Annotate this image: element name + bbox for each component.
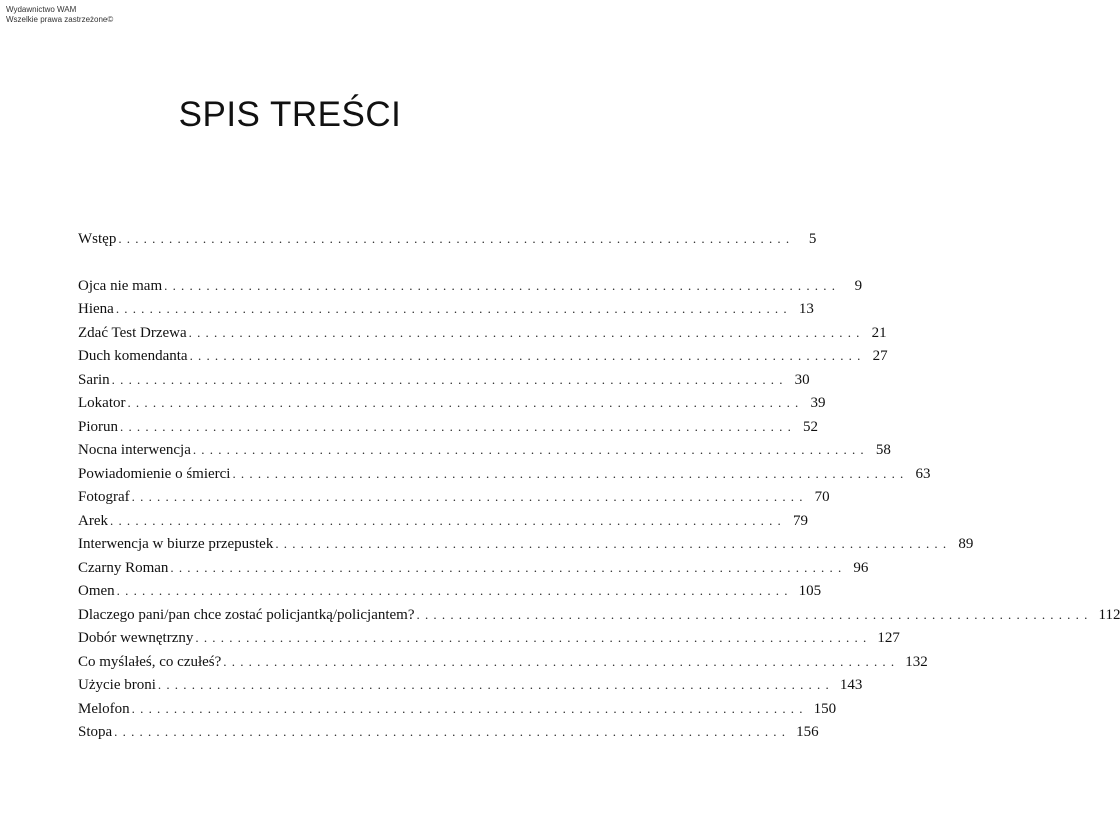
toc-entry-page-number: 105 (798, 583, 822, 599)
dot-leader: ................................................................................ (189, 348, 866, 363)
dot-leader: ................................................................................ (110, 512, 786, 528)
toc-entry-page-number: 79 (793, 512, 808, 529)
dot-leader: ................................................................................ (114, 724, 791, 739)
toc-entry-page-number: 132 (905, 653, 928, 670)
toc-entry[interactable] (78, 301, 814, 325)
dot-leader: ................................................................................ (164, 277, 841, 293)
toc-entry[interactable] (78, 418, 819, 443)
publisher-name: Wydawnictwo WAM (6, 5, 77, 14)
toc-entry[interactable] (78, 277, 863, 302)
dot-leader: ................................................................................ (232, 465, 909, 481)
toc-entry-title: Omen (78, 583, 115, 599)
dot-leader: ................................................................................ (192, 442, 869, 457)
dot-leader: ................................................................................ (188, 324, 865, 340)
toc-entry-page-number: 30 (794, 371, 810, 388)
dot-leader: ................................................................................ (116, 583, 793, 598)
toc-entry[interactable] (78, 442, 891, 466)
toc-entry[interactable] (78, 653, 928, 678)
toc-entry[interactable] (78, 489, 830, 513)
toc-entry[interactable] (78, 700, 837, 725)
dot-leader: ................................................................................ (127, 395, 804, 410)
toc-entry-page-number: 127 (877, 630, 900, 646)
toc-entry[interactable] (78, 512, 808, 537)
toc-entry[interactable] (78, 231, 817, 255)
toc-entry-title: Ojca nie mam (78, 277, 163, 294)
toc-entry-title: Użycie broni (78, 677, 156, 693)
dot-leader: ................................................................................ (131, 489, 808, 504)
dot-leader: ................................................................................ (115, 301, 792, 316)
dot-leader: ................................................................................ (120, 418, 797, 434)
dot-leader: ................................................................................ (170, 559, 847, 575)
toc-entry-title: Zdać Test Drzewa (78, 324, 187, 341)
toc-entry-title: Nocna interwencja (78, 442, 191, 458)
toc-entry-title: Powiadomienie o śmierci (78, 465, 231, 482)
watermark (6, 5, 113, 25)
toc-entry[interactable] (78, 559, 869, 584)
toc-entry-page-number: 5 (808, 231, 817, 247)
toc-entry-page-number: 9 (854, 277, 863, 294)
toc-entry-title: Dlaczego pani/pan chce zostać policjantką/policjantem? (78, 606, 415, 623)
toc-entry[interactable] (78, 395, 826, 419)
dot-leader: ................................................................................ (111, 371, 788, 387)
toc-entry-page-number: 13 (798, 301, 814, 317)
toc-entry-title: Melofon (78, 700, 130, 717)
toc-entry-page-number: 112 (1098, 606, 1120, 623)
dot-leader: ................................................................................ (131, 700, 808, 716)
toc-entry-title: Arek (78, 512, 108, 529)
toc-entry[interactable] (78, 583, 822, 607)
toc-entry-title: Dobór wewnętrzny (78, 630, 194, 646)
toc-entry-title: Fotograf (78, 489, 130, 505)
toc-entry[interactable] (78, 630, 900, 654)
toc-entry-title: Stopa (78, 724, 113, 740)
toc-entry-title: Duch komendanta (78, 348, 188, 364)
toc-entry[interactable] (78, 465, 931, 490)
toc-entry-title: Hiena (78, 301, 114, 317)
toc-entry[interactable] (78, 606, 1120, 631)
toc-entry-page-number: 70 (814, 489, 830, 505)
toc-entry-title: Sarin (78, 371, 110, 388)
toc-entry-title: Co myślałeś, co czułeś? (78, 653, 222, 670)
toc-entry-page-number: 150 (813, 700, 837, 717)
dot-leader: ................................................................................ (223, 653, 900, 669)
page-title: SPIS TREŚCI (178, 95, 402, 134)
toc-entry[interactable] (78, 724, 819, 748)
toc-entry-page-number: 143 (839, 677, 863, 693)
toc-entry[interactable] (78, 536, 974, 560)
toc-entry-page-number: 39 (810, 395, 826, 411)
dot-leader: ................................................................................ (195, 630, 872, 645)
toc-entry-title: Interwencja w biurze przepustek (78, 536, 274, 552)
table-of-contents (78, 231, 1120, 748)
toc-entry-page-number: 52 (803, 418, 819, 435)
dot-leader: ................................................................................ (157, 677, 834, 692)
toc-entry[interactable] (78, 348, 888, 372)
toc-entry-page-number: 63 (915, 465, 931, 482)
toc-entry-page-number: 89 (958, 536, 974, 552)
toc-entry-title: Wstęp (78, 231, 117, 247)
dot-leader: ................................................................................ (275, 536, 952, 551)
rights-notice: Wszelkie prawa zastrzeżone© (6, 15, 114, 24)
toc-entry-page-number: 58 (875, 442, 891, 458)
toc-entry[interactable] (78, 371, 810, 396)
toc-entry-title: Czarny Roman (78, 559, 169, 576)
dot-leader: ................................................................................ (118, 231, 795, 246)
toc-entry[interactable] (78, 324, 887, 349)
toc-entry-page-number: 21 (871, 324, 887, 341)
dot-leader: ................................................................................ (416, 606, 1093, 622)
toc-entry-page-number: 96 (853, 559, 869, 576)
toc-entry[interactable] (78, 677, 863, 701)
toc-entry-title: Piorun (78, 418, 119, 435)
toc-entry-title: Lokator (78, 395, 126, 411)
toc-entry-page-number: 27 (872, 348, 888, 364)
toc-entry-page-number: 156 (796, 724, 819, 740)
